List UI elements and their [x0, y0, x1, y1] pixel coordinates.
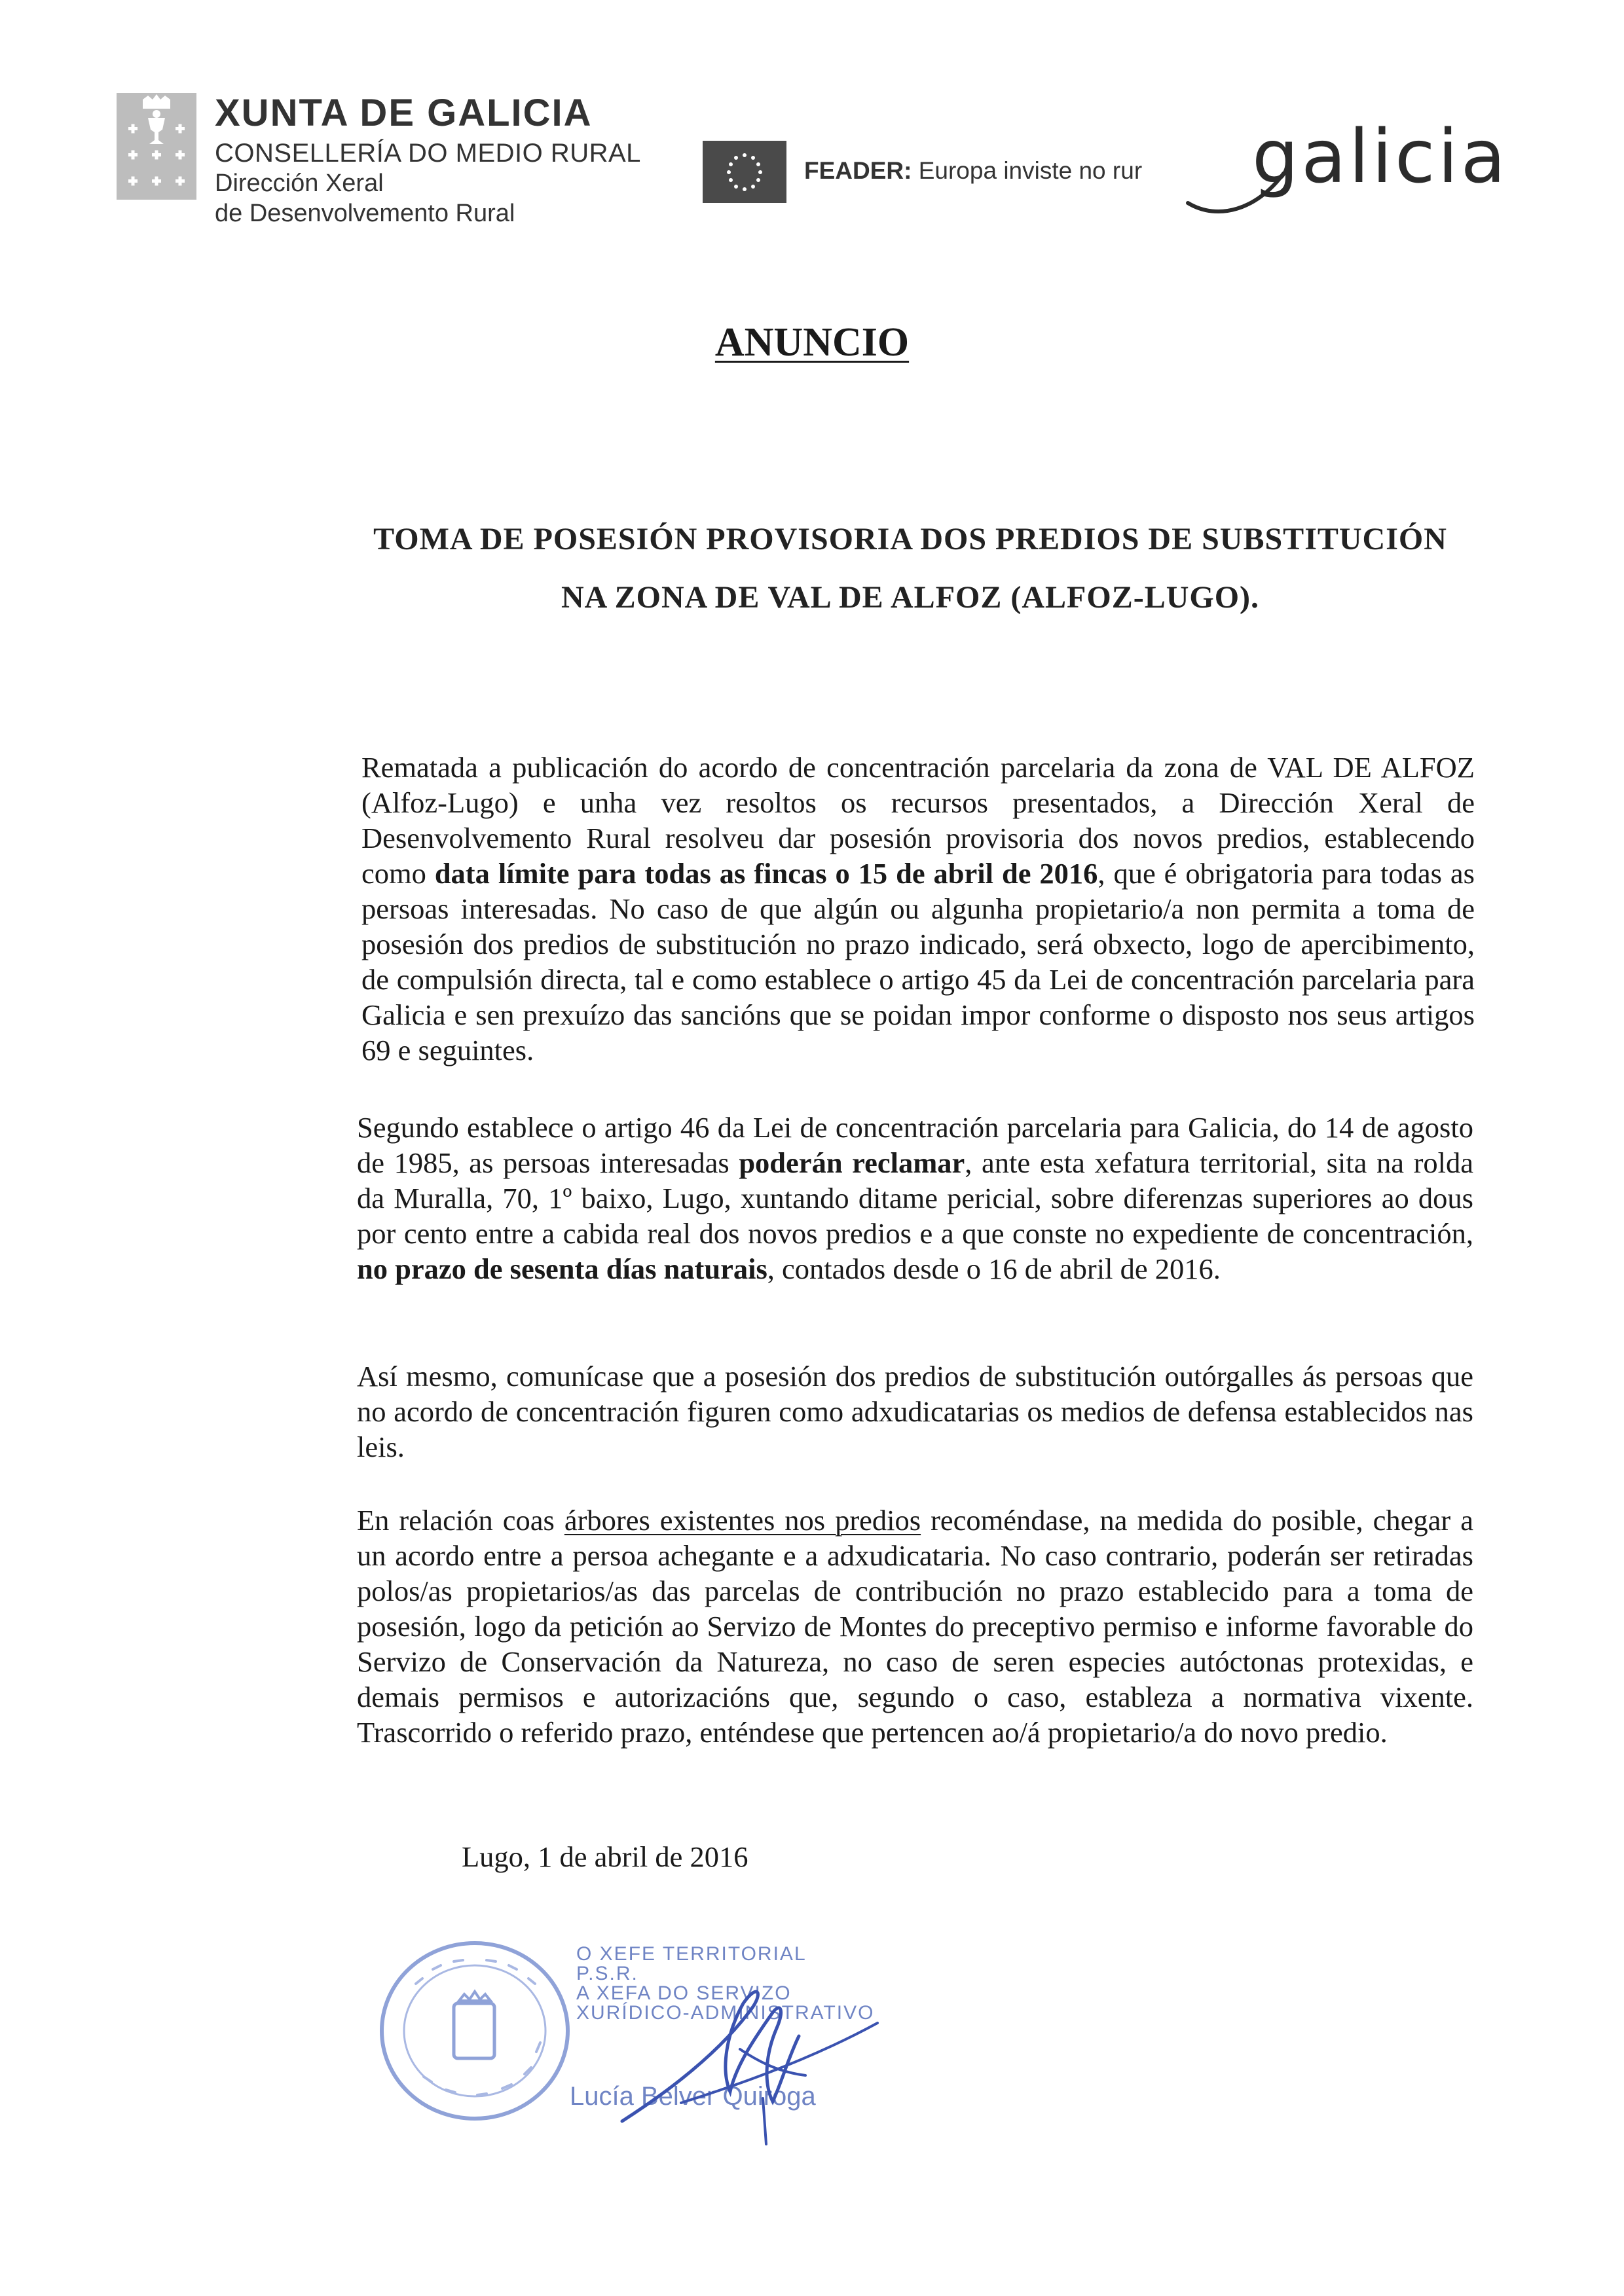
official-seal-stamp [377, 1938, 573, 2124]
directorate-line2: de Desenvolvemento Rural [215, 200, 515, 227]
xunta-letterhead-text [215, 88, 641, 228]
p1-text-c: , que é obrigatoria para todas as persoas interesadas. No caso de que algún ou algunha propietario/a non permita a toma de posesión dos predios de substitución no prazo indicado, será obxecto, logo de apercibimento, de compulsión directa, tal e como establece o artigo 45 da Lei de concentración parcelaria para Galicia e sen prexuízo das sancións que se poidan impor conforme o disposto nos seus artigos 69 e seguintes. [361, 857, 1475, 1066]
xunta-shield-logo [117, 93, 196, 200]
feader-label: FEADER: [804, 157, 912, 184]
org-name: XUNTA DE GALICIA [215, 92, 593, 134]
signatory-line4: XURÍDICO-ADMINISTRATIVO [576, 2002, 875, 2024]
p4-text-a: En relación coas [357, 1504, 564, 1537]
paragraph-1 [361, 750, 1475, 1068]
signatory-line2: P.S.R. [576, 1963, 638, 1984]
eu-flag-icon [703, 141, 786, 203]
galicia-brand-word: galicia [1252, 115, 1509, 200]
signatory-line1: O XEFE TERRITORIAL [576, 1943, 807, 1965]
signatory-name: Lucía Belver Quiroga [570, 2082, 816, 2111]
p2-text-e: , contados desde o 16 de abril de 2016. [767, 1252, 1221, 1285]
p1-deadline-bold: data límite para todas as fincas o 15 de abril de 2016 [434, 857, 1098, 890]
dateline: Lugo, 1 de abril de 2016 [462, 1840, 748, 1873]
directorate-line1: Dirección Xeral [215, 170, 384, 197]
handwritten-signature [609, 1958, 923, 2147]
subtitle-line2: NA ZONA DE VAL DE ALFOZ (ALFOZ-LUGO). [561, 580, 1260, 615]
p4-text-c: recoméndase, na medida do posible, chegar a un acordo entre a persoa achegante e a adxudicataria. No caso contrario, poderán ser retiradas polos/as propietarios/as das parcelas de contribución no prazo establecido para a toma de posesión, logo da petición ao Servizo de Montes do preceptivo permiso e informe favorable do Servizo de Conservación da Natureza, no caso de seren especies autóctonas protexidas, e demais permisos e autorizacións que, segundo o caso, estableza a normativa vixente. Trascorrido o referido prazo, enténdese que pertencen ao/á propietario/a do novo predio. [357, 1504, 1473, 1749]
p2-text-a: Segundo establece o artigo 46 da Lei de concentración parcelaria para Galicia, do 14 de agosto de 1985, as persoas interesadas [357, 1111, 1473, 1179]
signatory-line3: A XEFA DO SERVIZO [576, 1982, 792, 2004]
subtitle-line1: TOMA DE POSESIÓN PROVISORIA DOS PREDIOS DE SUBSTITUCIÓN [373, 522, 1447, 556]
p2-claim-bold: poderán reclamar [739, 1146, 965, 1179]
document-heading: ANUNCIO [714, 320, 910, 365]
paragraph-3: Así mesmo, comunícase que a posesión dos predios de substitución outórgalles ás persoas que no acordo de concentración figuren como adxudicatarias os medios de defensa establecidos nas leis. [357, 1360, 1473, 1463]
p4-trees-underline: árbores existentes nos predios [564, 1504, 921, 1537]
p2-term-bold: no prazo de sesenta días naturais [357, 1252, 767, 1285]
feader-text: Europa inviste no rur [918, 157, 1143, 184]
p1-text-a: Rematada a publicación do acordo de concentración parcelaria da zona de VAL DE ALFOZ (Alfoz-Lugo) e unha vez resoltos os recursos presentados, a Dirección Xeral de Desenvolvemento Rural resolveu dar posesión provisoria dos novos predios, establecendo como [361, 751, 1475, 890]
p2-text-c: , ante esta xefatura territorial, sita na rolda da Muralla, 70, 1º baixo, Lugo, xuntando ditame pericial, sobre diferenzas superiores ao dous por cento entre a cabida real dos novos predios e a que conste no expediente de concentración, [357, 1146, 1474, 1250]
paragraph-4 [357, 1503, 1473, 1750]
department-name: CONSELLERÍA DO MEDIO RURAL [215, 139, 641, 168]
galicia-brand-logo [1179, 111, 1509, 223]
paragraph-2 [357, 1110, 1473, 1286]
feader-caption [804, 157, 1142, 185]
